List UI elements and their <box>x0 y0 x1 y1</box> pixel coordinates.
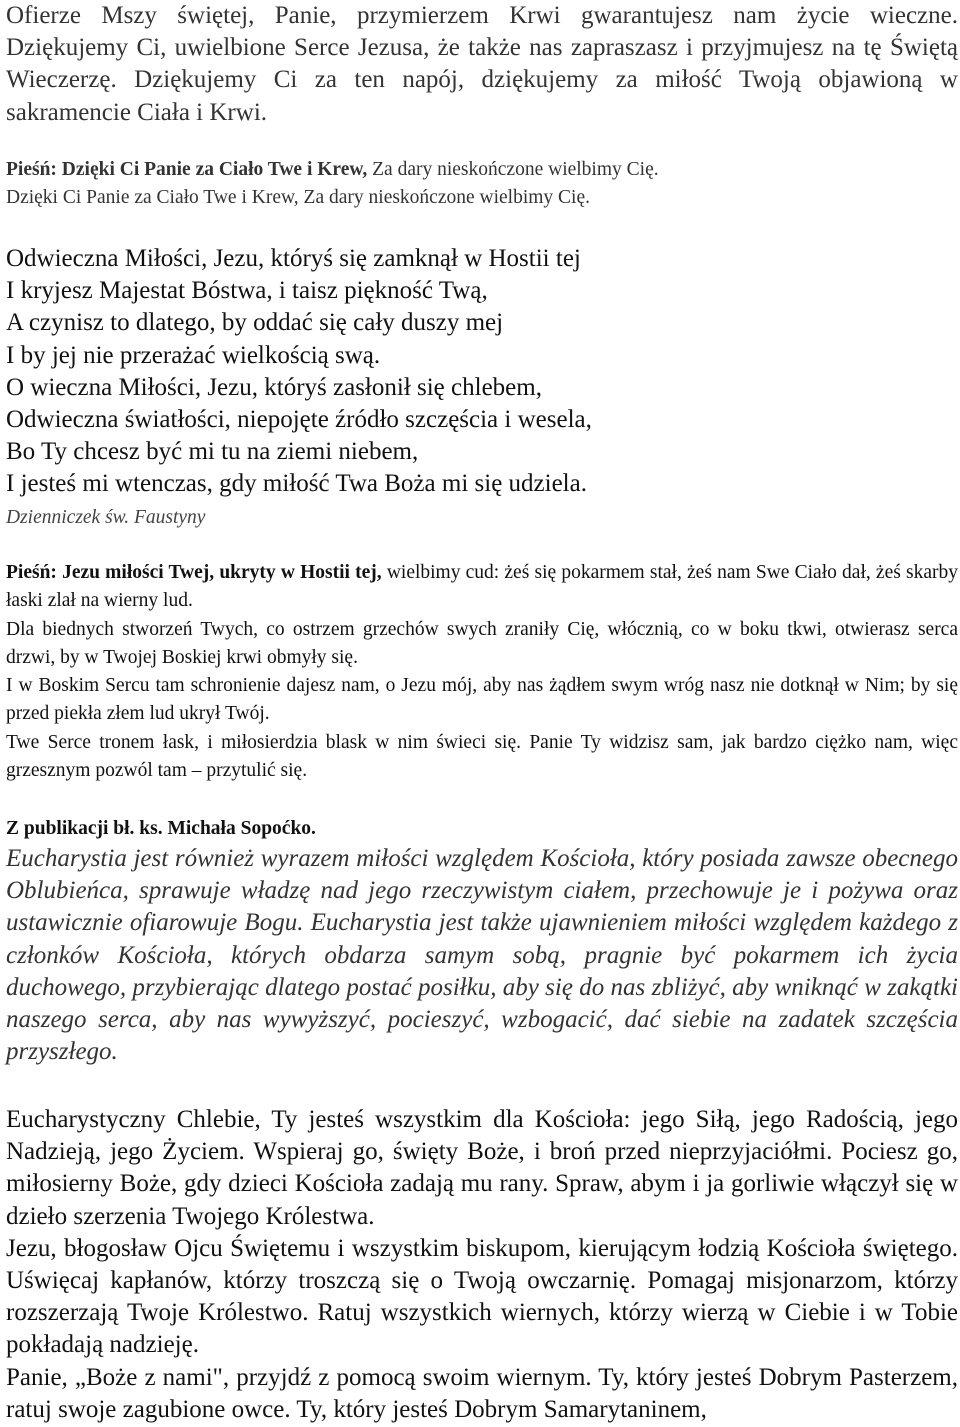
poem-line: I by jej nie przerażać wielkością swą. <box>6 341 381 369</box>
publication-text: Eucharystia jest również wyrazem miłości względem Kościoła, który posiada zawsze obecnego Oblubieńca, sprawuje władzę nad jego rzeczywistym ciałem, przechowuje je i pożywa oraz ustawicznie ofiarowuje Bogu. Eucharystia jest także ujawnieniem miłości względem każdego z członków Kościoła, których obdarza samym sobą, pragnie być pokarmem ich życia duchowego, przybierając dlatego postać posiłku, aby się do nas zbliżyć, aby wniknąć w zakątki naszego serca, aby nas wywyższyć, pocieszyć, wzbogacić, dać siebie na zadatek szczęścia przyszłego. <box>6 845 958 1066</box>
intro-paragraph <box>6 0 958 129</box>
prayer-paragraph: Jezu, błogosław Ojcu Świętemu i wszystkim biskupom, kierującym łodzią Kościoła świętego. Uświęcaj kapłanów, którzy troszczą się o Twoją owczarnię. Pomagaj misjonarzom, którzy rozszerzają Twoje Królestwo. Ratuj wszystkich wiernych, którzy wierzą w Ciebie i w Tobie pokładają nadzieję. <box>6 1234 958 1359</box>
poem-line: I kryjesz Majestat Bóstwa, i taisz piękność Twą, <box>6 277 488 305</box>
song-2-verse: Dla biednych stworzeń Twych, co ostrzem grzechów swych zraniły Cię, włócznią, co w boku tkwi, otwierasz serca drzwi, by w Twojej Boskiej krwi obmyły się. <box>6 618 958 668</box>
poem-line: Bo Ty chcesz być mi tu na ziemi niebem, <box>6 438 419 466</box>
prayer-paragraph: Panie, „Boże z nami", przyjdź z pomocą swoim wiernym. Ty, który jesteś Dobrym Pasterzem, ratuj swoje zagubione owce. Ty, który jesteś Dobrym Samarytaninem, <box>6 1363 958 1423</box>
song-1 <box>6 156 958 213</box>
song-1-line-2: Dzięki Ci Panie za Ciało Twe i Krew, Za dary nieskończone wielbimy Cię. <box>6 187 591 209</box>
poem-line: O wieczna Miłości, Jezu, któryś zasłonił się chlebem, <box>6 373 542 401</box>
publication-heading: Z publikacji bł. ks. Michała Sopoćko. <box>6 818 316 839</box>
poem-line: Odwieczna Miłości, Jezu, któryś się zamknął w Hostii tej <box>6 245 581 272</box>
poem-source: Dzienniczek św. Faustyny <box>6 507 206 528</box>
poem-line: A czynisz to dlatego, by oddać się cały duszy mej <box>6 309 504 337</box>
song-1-rest: Za dary nieskończone wielbimy Cię. <box>367 159 659 180</box>
song-2-verse-1 <box>6 559 958 616</box>
song-2-verse: I w Boskim Sercu tam schronienie dajesz nam, o Jezu mój, aby nas żądłem swym wróg nasz nie dotknął w Nim; by się przed piekła złem lud ukrył Twój. <box>6 675 958 725</box>
song-2-verse: Twe Serce tronem łask, i miłosierdzia blask w nim świeci się. Panie Ty widzisz sam, jak bardzo ciężko nam, więc grzesznym pozwól tam – przytulić się. <box>6 731 958 782</box>
song-2-rest: wielbimy cud: żeś się pokarmem stał, żeś nam Swe Ciało dał, żeś skarby łaski zlał na wierny lud. <box>6 562 958 612</box>
intro-text: Ofierze Mszy świętej, Panie, przymierzem Krwi gwarantujesz nam życie wieczne. Dziękujemy Ci, uwielbione Serce Jezusa, że także nas zapraszasz i przyjmujesz na tę Świętą Wieczerzę. Dziękujemy Ci za ten napój, dziękujemy za miłość Twoją objawioną w sakramencie Ciała i Krwi. <box>6 2 958 126</box>
poem <box>6 243 958 501</box>
prayer <box>6 1104 958 1426</box>
song-1-label: Pieśń: Dzięki Ci Panie za Ciało Twe i Krew, <box>6 159 368 180</box>
prayer-paragraph: Eucharystyczny Chlebie, Ty jesteś wszystkim dla Kościoła: jego Siłą, jego Radością, jego Nadzieją, jego Życiem. Wspieraj go, święty Boże, i broń przed nieprzyjaciółmi. Pociesz go, miłosierny Boże, gdy dzieci Kościoła zadają mu rany. Spraw, abym i ja gorliwie włączył się w dzieło szerzenia Twojego Królestwa. <box>6 1106 958 1230</box>
poem-line: Odwieczna światłości, niepojęte źródło szczęścia i wesela, <box>6 406 592 434</box>
song-2-label: Pieśń: Jezu miłości Twej, ukryty w Hostii tej, <box>6 562 382 583</box>
publication-quote <box>6 843 958 1068</box>
poem-line: I jesteś mi wtenczas, gdy miłość Twa Boża mi się udziela. <box>6 470 587 498</box>
song-1-line-1 <box>6 156 958 184</box>
song-2 <box>6 559 958 785</box>
